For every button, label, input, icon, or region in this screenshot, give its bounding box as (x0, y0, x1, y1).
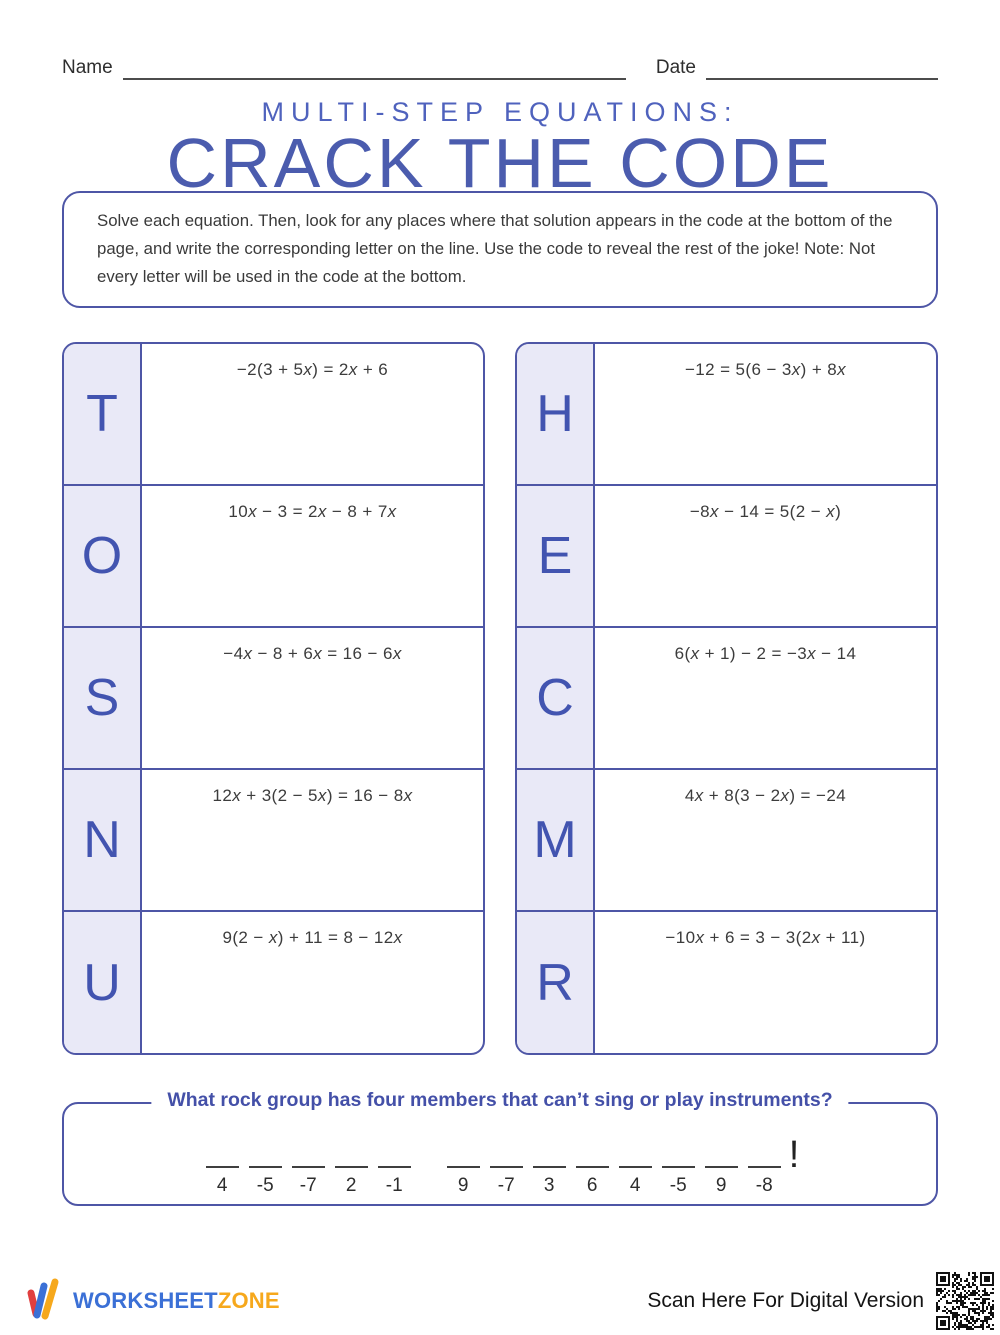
letter-cell: R (517, 912, 595, 1054)
equation-text: 4x + 8(3 − 2x) = −24 (684, 785, 847, 805)
letter-cell: S (64, 628, 142, 768)
equation-text: −2(3 + 5x) = 2x + 6 (236, 360, 389, 380)
equation-row (517, 912, 936, 1054)
worksheetzone-logo-icon (26, 1277, 64, 1326)
right-equation-table (515, 342, 938, 1055)
letter-cell: O (64, 486, 142, 626)
scan-label: Scan Here For Digital Version (647, 1289, 924, 1312)
equation-row (64, 770, 483, 912)
answer-blank (249, 1153, 282, 1197)
code-answer-box (62, 1089, 938, 1206)
answer-line (335, 1153, 368, 1168)
instructions-box (62, 191, 938, 309)
answer-line (619, 1153, 652, 1168)
name-date-row (62, 56, 938, 80)
equation-row (517, 344, 936, 486)
code-number: 4 (629, 1174, 641, 1196)
answer-line (447, 1153, 480, 1168)
answer-blank (292, 1153, 325, 1197)
code-number: -7 (299, 1174, 317, 1196)
code-number: -5 (256, 1174, 274, 1196)
name-label: Name (62, 57, 113, 78)
answer-blank (335, 1153, 368, 1197)
answer-blank (206, 1153, 239, 1197)
equation-row (517, 628, 936, 770)
answer-line (249, 1153, 282, 1168)
equation-tables (62, 342, 938, 1055)
exclamation-mark: ! (788, 1134, 800, 1177)
answer-line (533, 1153, 566, 1168)
equation-text: −10x + 6 = 3 − 3(2x + 11) (665, 927, 866, 947)
letter-cell: H (517, 344, 595, 484)
equation-text: −8x − 14 = 5(2 − x) (689, 502, 842, 522)
code-number: -7 (497, 1174, 515, 1196)
code-number: 9 (457, 1174, 469, 1196)
letter-cell: U (64, 912, 142, 1054)
code-number: 9 (715, 1174, 727, 1196)
answer-blank (447, 1153, 480, 1197)
brand-zone: ZONE (217, 1288, 280, 1313)
letter-cell: M (517, 770, 595, 910)
riddle-question: What rock group has four members that can’t sing or play instruments? (151, 1089, 848, 1112)
answer-blank (490, 1153, 523, 1197)
letter-cell: E (517, 486, 595, 626)
date-label: Date (655, 57, 696, 78)
worksheetzone-brand (26, 1277, 280, 1326)
answer-blank (576, 1153, 609, 1197)
equation-text: 10x − 3 = 2x − 8 + 7x (228, 502, 397, 522)
answer-line (378, 1153, 411, 1168)
code-number: -5 (669, 1174, 687, 1196)
letter-cell: C (517, 628, 595, 768)
answer-blank (748, 1153, 781, 1197)
instructions-text: Solve each equation. Then, look for any places where that solution appears in the code at the bottom of the page, and write the corresponding letter on the line. Use the code to reveal the rest of the joke! Note: Not every letter will be used in the code at the bottom. (97, 210, 893, 287)
answer-blank (662, 1153, 695, 1197)
equation-text: −4x − 8 + 6x = 16 − 6x (223, 644, 402, 664)
answer-line (748, 1153, 781, 1168)
equation-row (517, 486, 936, 628)
page-title: CRACK THE CODE (166, 124, 834, 202)
code-number: -8 (755, 1174, 773, 1196)
left-equation-table (62, 342, 485, 1055)
equation-text: 6(x + 1) − 2 = −3x − 14 (674, 644, 857, 664)
answer-line (705, 1153, 738, 1168)
answer-blank (378, 1153, 411, 1197)
code-number: 2 (345, 1174, 357, 1196)
answer-blank (533, 1153, 566, 1197)
equation-text: 12x + 3(2 − 5x) = 16 − 8x (212, 785, 413, 805)
name-blank-line (123, 56, 626, 80)
equation-row (64, 486, 483, 628)
worksheet-subtitle: MULTI-STEP EQUATIONS: (261, 97, 739, 127)
scan-group (647, 1272, 994, 1330)
answer-blank (619, 1153, 652, 1197)
letter-cell: N (64, 770, 142, 910)
equation-row (64, 912, 483, 1054)
answer-line (576, 1153, 609, 1168)
answer-line (292, 1153, 325, 1168)
equation-row (64, 628, 483, 770)
equation-text: 9(2 − x) + 11 = 8 − 12x (222, 927, 403, 947)
answer-blank (705, 1153, 738, 1197)
equation-row (64, 344, 483, 486)
equation-text: −12 = 5(6 − 3x) + 8x (684, 360, 847, 380)
code-number: 6 (586, 1174, 598, 1196)
equation-row (517, 770, 936, 912)
code-number: -1 (385, 1174, 403, 1196)
code-number: 4 (216, 1174, 228, 1196)
letter-cell: T (64, 344, 142, 484)
code-number: 3 (543, 1174, 555, 1196)
brand-worksheet: WORKSHEET (73, 1288, 218, 1313)
date-blank-line (706, 56, 938, 80)
answer-line (206, 1153, 239, 1168)
qr-code (936, 1272, 994, 1330)
answer-line (490, 1153, 523, 1168)
answer-line (662, 1153, 695, 1168)
code-blanks-row (64, 1134, 936, 1196)
